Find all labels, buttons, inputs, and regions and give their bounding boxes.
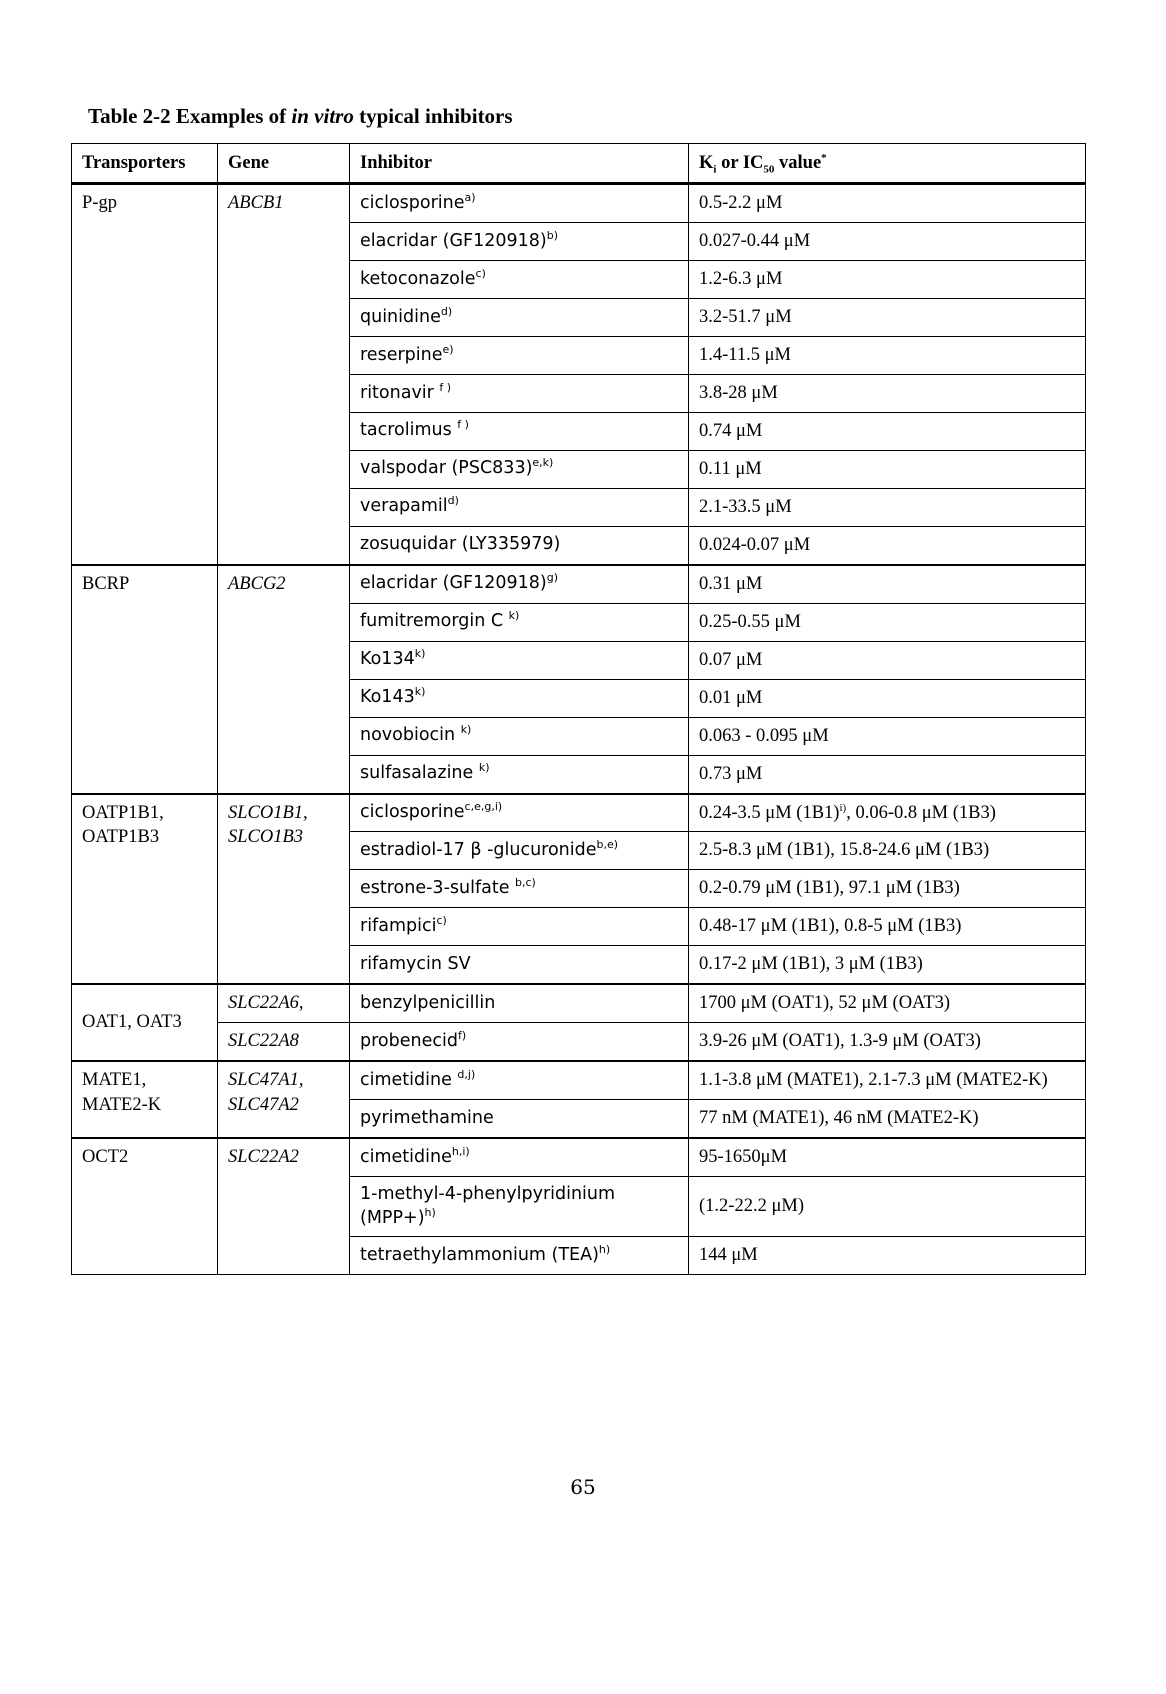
inhibitor-cell: elacridar $(GF120918)^{g)}$ [350,565,689,603]
table-row [72,1023,1086,1061]
title-text: Table 2-2 Examples of [88,104,292,128]
value-cell: (1.2-22.2 μM) [689,1177,1086,1237]
value-cell: 144 μM [689,1237,1086,1275]
gene-cell: SLC22A6, [218,984,350,1022]
value-cell: 1.4-11.5 μM [689,336,1086,374]
inhibitor-cell: zosuquidar (LY335979) [350,526,689,564]
gene-cell: SLC47A1, SLC47A2 [218,1061,350,1138]
inhibitor-cell: probenecid$^{f)}$ [350,1023,689,1061]
inhibitor-cell: ciclosporine$^{c,e,g,i)}$ [350,794,689,832]
value-cell: 1.2-6.3 μM [689,260,1086,298]
transporter-cell: OAT1, OAT3 [72,984,218,1061]
transporter-cell: MATE1, MATE2-K [72,1061,218,1138]
inhibitor-table [71,143,1086,1275]
value-cell: 3.9-26 μM (OAT1), 1.3-9 μM (OAT3) [689,1023,1086,1061]
inhibitor-cell: verapamil$^{d)}$ [350,488,689,526]
value-cell: 0.73 μM [689,755,1086,793]
table-row [72,984,1086,1022]
inhibitor-cell: ciclosporine$^{a)}$ [350,184,689,223]
value-cell: 95-1650μM [689,1138,1086,1176]
value-cell: 0.5-2.2 μM [689,184,1086,223]
gene-cell: SLC22A8 [218,1023,350,1061]
value-cell: 0.2-0.79 μM (1B1), 97.1 μM (1B3) [689,870,1086,908]
gene-cell: ABCG2 [218,565,350,794]
inhibitor-cell: fumitremorgin C $^{k)}$ [350,603,689,641]
value-cell: 2.5-8.3 μM (1B1), 15.8-24.6 μM (1B3) [689,832,1086,870]
inhibitor-cell: rifamycin SV [350,946,689,984]
value-cell: 1.1-3.8 μM (MATE1), 2.1-7.3 μM (MATE2-K) [689,1061,1086,1099]
value-cell: 77 nM (MATE1), 46 nM (MATE2-K) [689,1100,1086,1138]
inhibitor-cell: quinidine$^{d)}$ [350,298,689,336]
header-transporters: Transporters [72,144,218,184]
inhibitor-cell: pyrimethamine [350,1100,689,1138]
table-row [72,1138,1086,1176]
inhibitor-cell: reserpine$^{e)}$ [350,336,689,374]
inhibitor-cell: elacridar $(GF120918)^{b)}$ [350,222,689,260]
header-value: $K_i$ or $IC_{50}$ value* [689,144,1086,184]
value-cell: 3.2-51.7 μM [689,298,1086,336]
value-cell: 0.48-17 μM (1B1), 0.8-5 μM (1B3) [689,908,1086,946]
value-cell: 0.024-0.07 μM [689,526,1086,564]
inhibitor-cell: sulfasalazine $^{k)}$ [350,755,689,793]
inhibitor-cell: 1-methyl-4-phenylpyridinium $(MPP+)^{h)}$ [350,1177,689,1237]
value-cell: 0.01 μM [689,679,1086,717]
gene-cell: ABCB1 [218,184,350,565]
value-cell: 1700 μM (OAT1), 52 μM (OAT3) [689,984,1086,1022]
transporter-cell: OATP1B1, OATP1B3 [72,794,218,985]
transporter-cell: P-gp [72,184,218,565]
value-cell: 0.11 μM [689,450,1086,488]
inhibitor-cell: estrone-3-sulfate $^{b,c)}$ [350,870,689,908]
value-cell: 0.25-0.55 μM [689,603,1086,641]
transporter-cell: BCRP [72,565,218,794]
page-number: 65 [570,1475,596,1499]
table-row [72,794,1086,832]
inhibitor-cell: benzylpenicillin [350,984,689,1022]
transporter-cell: OCT2 [72,1138,218,1275]
inhibitor-cell: cimetidine $^{d,j)}$ [350,1061,689,1099]
inhibitor-cell: estradiol-17 β -glucuronide$^{b,e)}$ [350,832,689,870]
inhibitor-cell: Ko134$^{k)}$ [350,641,689,679]
inhibitor-cell: Ko143$^{k)}$ [350,679,689,717]
title-text-end: typical inhibitors [353,104,513,128]
table-row [72,565,1086,603]
inhibitor-cell: tacrolimus $^{f )}$ [350,412,689,450]
value-cell: 0.24-3.5 μM $(1B1)^{i)}$, 0.06-0.8 μM (1B3) [689,794,1086,832]
value-cell: 0.31 μM [689,565,1086,603]
title-italic-text: in vitro [291,104,354,128]
inhibitor-cell: valspodar $(PSC833)^{e,k)}$ [350,450,689,488]
header-gene: Gene [218,144,350,184]
value-cell: 0.07 μM [689,641,1086,679]
value-cell: 0.17-2 μM (1B1), 3 μM (1B3) [689,946,1086,984]
value-cell: 0.063 - 0.095 μM [689,717,1086,755]
value-cell: 3.8-28 μM [689,374,1086,412]
gene-cell: SLC22A2 [218,1138,350,1275]
header-row [72,144,1086,184]
table-title [88,104,513,129]
inhibitor-cell: cimetidine$^{h,i)}$ [350,1138,689,1176]
table-row [72,184,1086,223]
gene-cell: SLCO1B1, SLCO1B3 [218,794,350,985]
inhibitor-cell: ketoconazole$^{c)}$ [350,260,689,298]
value-cell: 0.74 μM [689,412,1086,450]
value-cell: 2.1-33.5 μM [689,488,1086,526]
inhibitor-cell: ritonavir $^{f )}$ [350,374,689,412]
inhibitor-cell: tetraethylammonium (TEA)$^{h)}$ [350,1237,689,1275]
table-row [72,1061,1086,1099]
inhibitor-cell: rifampici$^{c)}$ [350,908,689,946]
value-cell: 0.027-0.44 μM [689,222,1086,260]
header-inhibitor: Inhibitor [350,144,689,184]
inhibitor-cell: novobiocin $^{k)}$ [350,717,689,755]
